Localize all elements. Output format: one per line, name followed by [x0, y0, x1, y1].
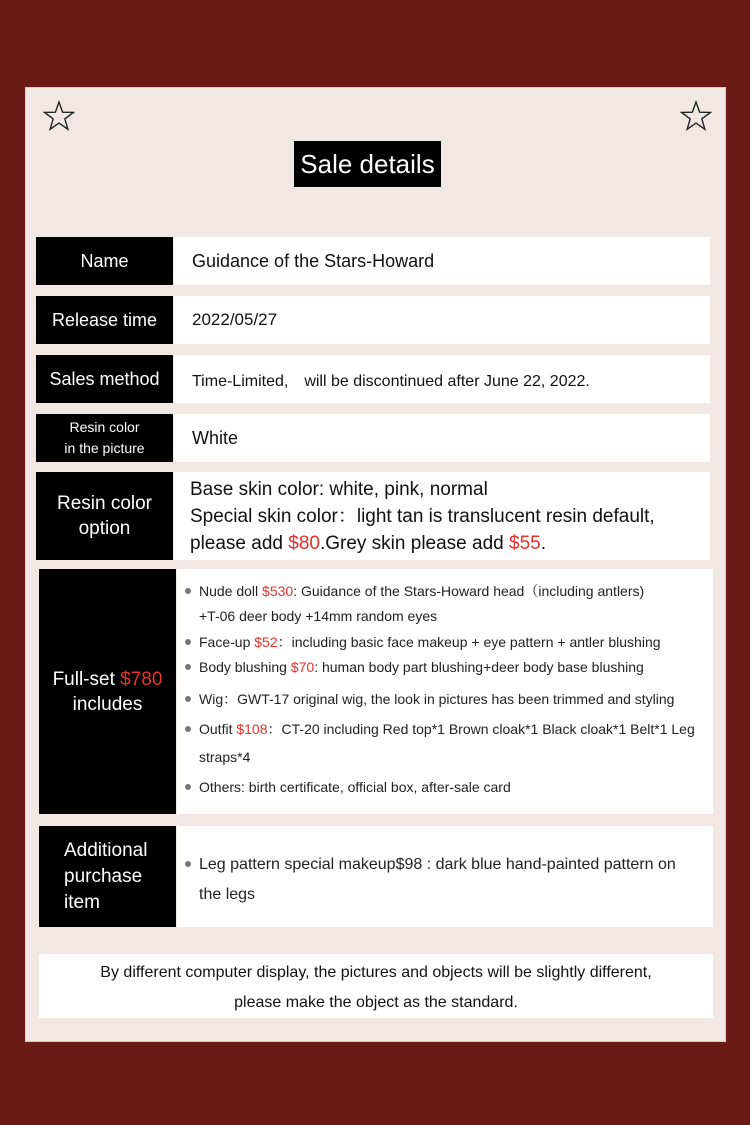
text: please add: [190, 533, 289, 554]
text: Others: birth certificate, official box, after-sale card: [199, 779, 511, 795]
price: $108: [236, 721, 268, 737]
sale-details-panel: [25, 87, 726, 1042]
star-outline-icon: [43, 100, 75, 132]
row-name: [36, 237, 710, 285]
price: $80: [288, 533, 320, 554]
label-line: Additional: [64, 839, 148, 861]
text: .Grey skin please add: [319, 533, 509, 554]
label-line: purchase: [64, 865, 143, 887]
row-value: 2022/05/27: [174, 296, 710, 344]
row-value: White: [174, 414, 710, 462]
row-value: Time-Limited, will be discontinued after June 22, 2022.: [174, 355, 710, 403]
row-label: [39, 569, 176, 814]
text: Leg pattern special makeup$98 : dark blue hand-painted pattern on: [199, 856, 676, 873]
list-item-continued: straps*4: [199, 749, 251, 765]
row-resin-color-option: [36, 472, 710, 560]
list-item: [177, 579, 705, 604]
text: Outfit: [199, 721, 237, 737]
price: $530: [262, 583, 294, 599]
text: : Guidance of the Stars-Howard head（including antlers): [293, 583, 645, 599]
label-line: Resin color: [56, 493, 153, 514]
star-outline-icon: [680, 100, 712, 132]
price: $52: [254, 634, 278, 650]
row-release-time: [36, 296, 710, 344]
label-text: includes: [72, 693, 143, 715]
bullet: [185, 861, 191, 867]
list-item-continued: the legs: [199, 886, 256, 903]
page-title: Sale details: [294, 141, 441, 187]
row-label: [36, 414, 173, 462]
bullet: [185, 784, 191, 790]
bullet: [185, 726, 191, 732]
price: $55: [509, 533, 541, 554]
row-value: [174, 472, 710, 560]
row-value: [177, 826, 713, 927]
list-item-continued: +T-06 deer body +14mm random eyes: [199, 608, 438, 624]
row-label: [39, 826, 176, 927]
row-sales-method: [36, 355, 710, 403]
row-label: Name: [36, 237, 173, 285]
bullet: [185, 588, 191, 594]
notice-line: please make the object as the standard.: [234, 994, 518, 1011]
label-text: Full-set: [52, 668, 121, 690]
display-notice: [39, 954, 713, 1018]
label-line: Resin color: [69, 419, 140, 435]
label-line: in the picture: [64, 440, 145, 456]
text: Wig：GWT-17 original wig, the look in pictures has been trimmed and styling: [199, 691, 675, 707]
row-value: Guidance of the Stars-Howard: [174, 237, 710, 285]
row-resin-color-picture: [36, 414, 710, 462]
price: $780: [120, 668, 163, 690]
row-additional-purchase: [39, 826, 713, 927]
text: : human body part blushing+deer body base blushing: [314, 659, 644, 675]
label-line: item: [64, 891, 100, 913]
notice-line: By different computer display, the pictures and objects will be slightly different,: [100, 964, 652, 981]
text: .: [540, 533, 546, 554]
list-item: [177, 717, 705, 742]
label-line: option: [78, 518, 131, 539]
price: $70: [290, 659, 315, 675]
row-value: [177, 569, 713, 814]
list-item: [177, 775, 705, 800]
row-label: [36, 472, 173, 560]
bullet: [185, 664, 191, 670]
text: ：CT-20 including Red top*1 Brown cloak*1 Black cloak*1 Belt*1 Leg: [267, 721, 695, 737]
list-item: [177, 687, 705, 712]
row-fullset: [39, 569, 713, 814]
option-line: [190, 530, 710, 557]
row-label: Release time: [36, 296, 173, 344]
list-item: [177, 655, 705, 680]
list-item: [177, 850, 705, 880]
bullet: [185, 696, 191, 702]
text: ：including basic face makeup + eye pattern + antler blushing: [277, 634, 661, 650]
includes-list: [177, 579, 705, 800]
text: Nude doll: [199, 583, 263, 599]
text: Body blushing: [199, 659, 291, 675]
option-line: Special skin color：light tan is translucent resin default,: [190, 506, 655, 527]
option-line: Base skin color: white, pink, normal: [190, 479, 488, 500]
list-item: [177, 630, 705, 655]
row-label: Sales method: [36, 355, 173, 403]
additional-list: [177, 850, 705, 910]
text: Face-up: [199, 634, 255, 650]
bullet: [185, 639, 191, 645]
